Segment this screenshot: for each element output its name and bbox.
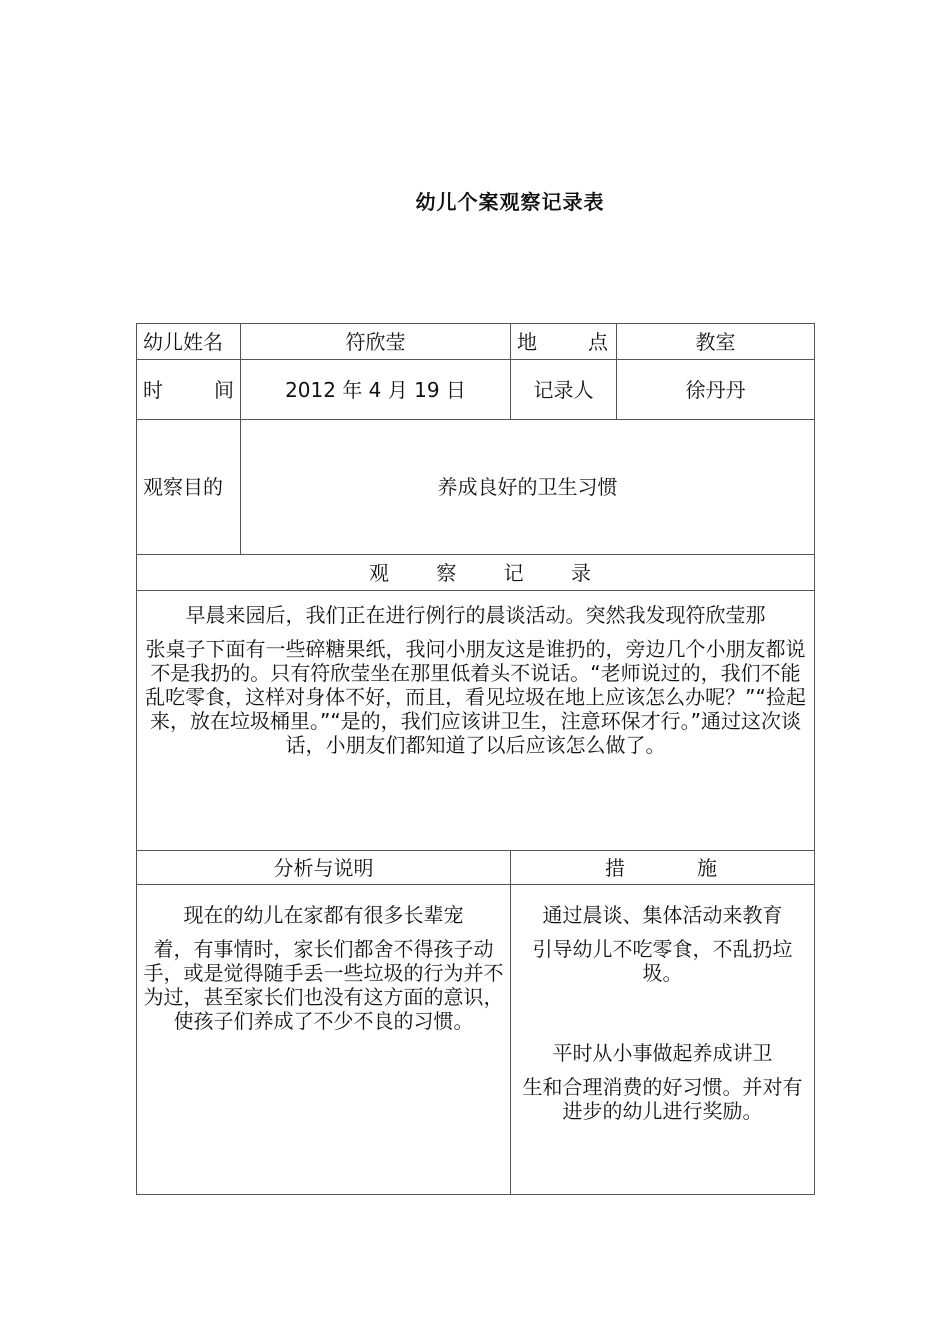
time-label (137, 360, 241, 420)
page-title: 幼儿个案观察记录表 (415, 190, 605, 214)
record-header-char-2: 察 (436, 560, 457, 585)
row-purpose (137, 420, 815, 555)
measures-p2-first-line: 平时从小事做起养成讲卫 (552, 1041, 773, 1065)
measures-p1-body: 引导幼儿不吃零食，不乱扔垃圾。 (532, 937, 793, 985)
measures-header-char-2: 施 (697, 855, 717, 880)
place-label-char-2: 点 (588, 329, 608, 354)
time-value: 2012 年 4 月 19 日 (241, 360, 511, 420)
analysis-first-line: 现在的幼儿在家都有很多长辈宠 (183, 903, 464, 927)
analysis-cell (137, 885, 511, 1195)
observation-table (136, 323, 815, 1195)
place-value: 教室 (617, 324, 815, 360)
analysis-row (137, 885, 815, 1195)
time-label-char-1: 时 (143, 377, 163, 402)
measures-p1-first-line: 通过晨谈、集体活动来教育 (542, 903, 783, 927)
name-value: 符欣莹 (241, 324, 511, 360)
row-time-recorder (137, 360, 815, 420)
record-cell (137, 591, 815, 851)
purpose-value: 养成良好的卫生习惯 (241, 420, 815, 555)
analysis-body: 着，有事情时，家长们都舍不得孩子动手，或是觉得随手丢一些垃圾的行为并不为过，甚至家长们也没有这方面的意识，使孩子们养成了不少不良的习惯。 (143, 937, 504, 1033)
place-label-char-1: 地 (517, 329, 537, 354)
row-name-place (137, 324, 815, 360)
recorder-value: 徐丹丹 (617, 360, 815, 420)
record-first-line: 早晨来园后，我们正在进行例行的晨谈活动。突然我发现符欣莹那 (185, 603, 766, 627)
analysis-header: 分析与说明 (137, 851, 511, 885)
place-label (511, 324, 617, 360)
record-row (137, 591, 815, 851)
record-header (137, 555, 815, 591)
name-label: 幼儿姓名 (137, 324, 241, 360)
measures-cell (511, 885, 815, 1195)
measures-header-char-1: 措 (605, 855, 625, 880)
analysis-header-row (137, 851, 815, 885)
time-label-char-2: 间 (214, 377, 234, 402)
record-header-char-4: 录 (570, 560, 591, 585)
record-header-char-1: 观 (369, 560, 389, 585)
record-header-char-3: 记 (503, 560, 524, 585)
record-header-row (137, 555, 815, 591)
measures-p2-body: 生和合理消费的好习惯。并对有进步的幼儿进行奖励。 (522, 1075, 803, 1123)
record-body: 张桌子下面有一些碎糖果纸，我问小朋友这是谁扔的，旁边几个小朋友都说不是我扔的。只有符欣莹坐在那里低着头不说话。“老师说过的，我们不能乱吃零食，这样对身体不好，而且，看见垃圾在地上应该怎么办呢？”“捡起来，放在垃圾桶里。”“是的，我们应该讲卫生，注意环保才行。”通过这次谈话，小朋友们都知道了以后应该怎么做了。 (145, 637, 806, 757)
measures-header (511, 851, 815, 885)
recorder-label: 记录人 (511, 360, 617, 420)
purpose-label: 观察目的 (137, 420, 241, 555)
